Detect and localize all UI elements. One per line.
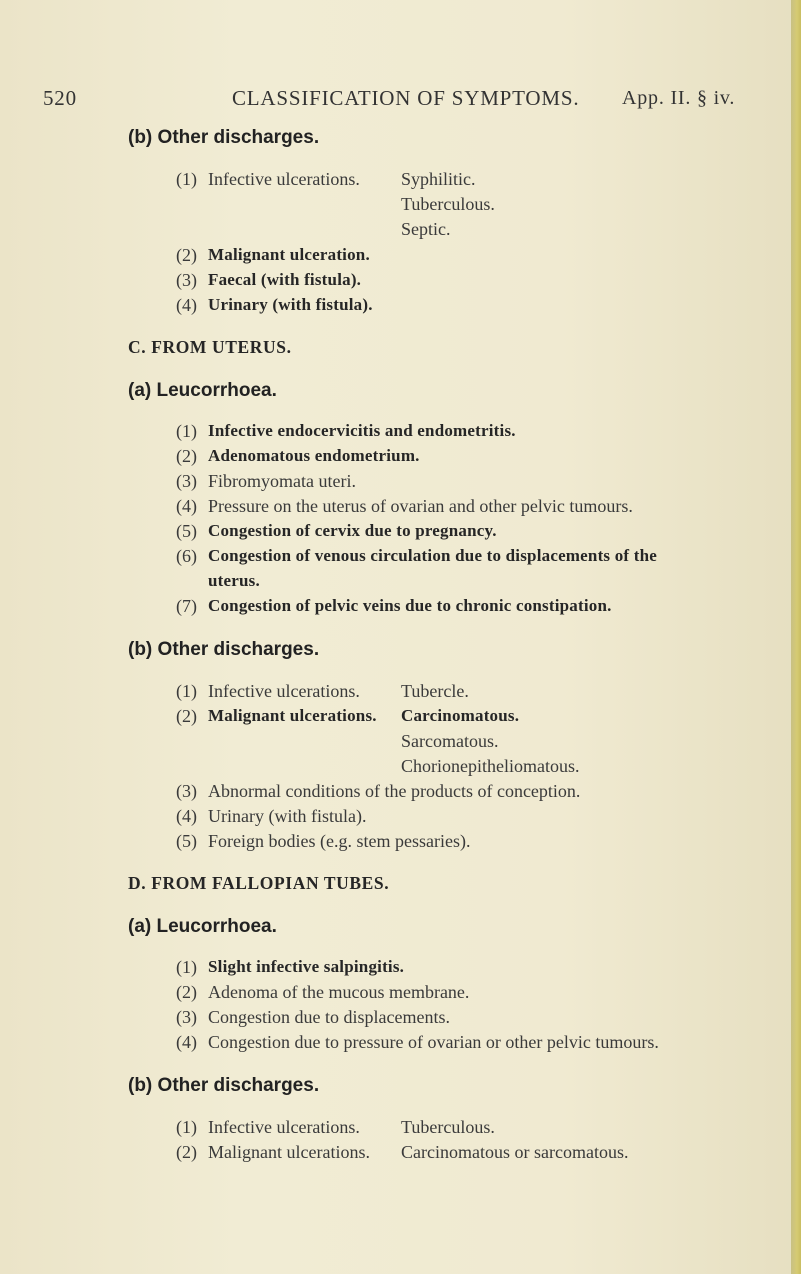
item-number: (5) bbox=[176, 521, 197, 541]
item-subtext: Septic. bbox=[401, 219, 451, 239]
page-number: 520 bbox=[43, 86, 77, 110]
item-text: Infective ulcerations. bbox=[208, 681, 360, 701]
subsection-heading-other-discharges: (b) Other discharges. bbox=[128, 1075, 320, 1096]
item-number: (6) bbox=[176, 546, 197, 566]
subsection-heading-other-discharges: (b) Other discharges. bbox=[128, 127, 320, 148]
subsection-heading-leucorrhoea: (a) Leucorrhoea. bbox=[128, 380, 277, 401]
item-text: Urinary (with fistula). bbox=[208, 295, 373, 314]
item-number: (1) bbox=[176, 957, 197, 977]
item-text: Adenomatous endometrium. bbox=[208, 446, 420, 465]
item-text: Adenoma of the mucous membrane. bbox=[208, 982, 470, 1002]
item-text: Faecal (with fistula). bbox=[208, 270, 362, 289]
item-subtext: Syphilitic. bbox=[401, 169, 476, 189]
section-heading-uterus: C. FROM UTERUS. bbox=[128, 337, 292, 357]
page-edge bbox=[791, 0, 801, 1274]
item-text-continuation: uterus. bbox=[208, 571, 260, 590]
item-text: Malignant ulcerations. bbox=[208, 1142, 370, 1162]
section-heading-fallopian-tubes: D. FROM FALLOPIAN TUBES. bbox=[128, 873, 390, 893]
item-text: Malignant ulcerations. bbox=[208, 706, 377, 725]
item-subtext: Carcinomatous or sarcomatous. bbox=[401, 1142, 629, 1162]
item-number: (2) bbox=[176, 706, 197, 726]
item-number: (3) bbox=[176, 1007, 197, 1027]
item-number: (1) bbox=[176, 1117, 197, 1137]
item-number: (1) bbox=[176, 681, 197, 701]
item-text: Urinary (with fistula). bbox=[208, 806, 367, 826]
item-text: Infective ulcerations. bbox=[208, 1117, 360, 1137]
item-number: (1) bbox=[176, 421, 197, 441]
item-text: Infective endocervicitis and endometritis. bbox=[208, 421, 516, 440]
item-subtext: Sarcomatous. bbox=[401, 731, 499, 751]
item-text: Congestion of venous circulation due to displacements of the bbox=[208, 546, 657, 565]
item-text: Slight infective salpingitis. bbox=[208, 957, 405, 976]
item-text: Fibromyomata uteri. bbox=[208, 471, 356, 491]
item-number: (4) bbox=[176, 1032, 197, 1052]
item-text: Malignant ulceration. bbox=[208, 245, 370, 264]
item-text: Congestion of cervix due to pregnancy. bbox=[208, 521, 497, 540]
item-number: (3) bbox=[176, 471, 197, 491]
item-text: Congestion of pelvic veins due to chronic constipation. bbox=[208, 596, 612, 615]
item-subtext: Carcinomatous. bbox=[401, 706, 520, 725]
item-number: (2) bbox=[176, 982, 197, 1002]
item-text: Abnormal conditions of the products of conception. bbox=[208, 781, 581, 801]
item-text: Foreign bodies (e.g. stem pessaries). bbox=[208, 831, 471, 851]
item-subtext: Tuberculous. bbox=[401, 194, 495, 214]
item-text: Congestion due to pressure of ovarian or other pelvic tumours. bbox=[208, 1032, 659, 1052]
appendix-reference: App. II. § iv. bbox=[622, 87, 736, 109]
item-subtext: Tuberculous. bbox=[401, 1117, 495, 1137]
item-number: (2) bbox=[176, 1142, 197, 1162]
subsection-heading-other-discharges: (b) Other discharges. bbox=[128, 639, 320, 660]
item-text: Congestion due to displacements. bbox=[208, 1007, 450, 1027]
item-number: (4) bbox=[176, 806, 197, 826]
running-title: CLASSIFICATION OF SYMPTOMS. bbox=[232, 86, 580, 110]
item-subtext: Chorionepitheliomatous. bbox=[401, 756, 580, 776]
item-number: (2) bbox=[176, 446, 197, 466]
item-number: (7) bbox=[176, 596, 197, 616]
subsection-heading-leucorrhoea: (a) Leucorrhoea. bbox=[128, 916, 277, 937]
item-text: Infective ulcerations. bbox=[208, 169, 360, 189]
item-number: (2) bbox=[176, 245, 197, 265]
item-subtext: Tubercle. bbox=[401, 681, 469, 701]
item-number: (5) bbox=[176, 831, 197, 851]
item-number: (3) bbox=[176, 781, 197, 801]
item-number: (3) bbox=[176, 270, 197, 290]
item-text: Pressure on the uterus of ovarian and other pelvic tumours. bbox=[208, 496, 633, 516]
item-number: (4) bbox=[176, 295, 197, 315]
item-number: (4) bbox=[176, 496, 197, 516]
item-number: (1) bbox=[176, 169, 197, 189]
